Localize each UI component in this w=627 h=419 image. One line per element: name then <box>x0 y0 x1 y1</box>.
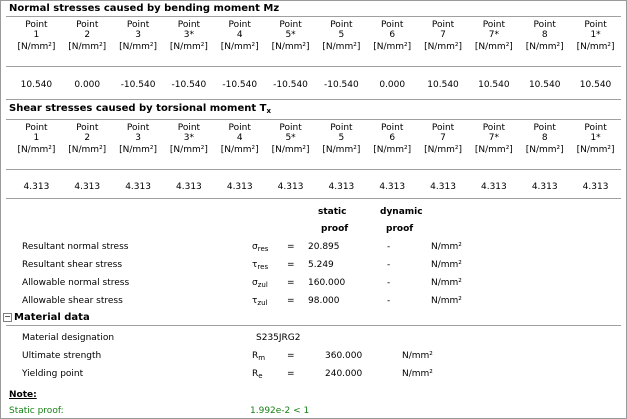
material-section-title: Material data <box>14 312 90 323</box>
unit-label: [N/mm²] <box>17 42 56 52</box>
divider <box>6 198 621 199</box>
stress-value: 4.313 <box>125 182 151 192</box>
stress-value: -10.540 <box>120 80 156 90</box>
unit-label: [N/mm²] <box>373 145 412 155</box>
proof-row-dynamic: - <box>387 242 391 252</box>
proof-row-unit: N/mm² <box>431 296 462 306</box>
point-number: 3 <box>135 30 141 40</box>
unit-label: [N/mm²] <box>474 42 513 52</box>
proof-row-symbol <box>252 242 268 253</box>
unit-label: [N/mm²] <box>220 42 259 52</box>
stress-value: 0.000 <box>379 80 406 90</box>
proof-row-dynamic: - <box>387 296 391 306</box>
stress-value: -10.540 <box>222 80 258 90</box>
material-designation-value: S235JRG2 <box>256 333 301 343</box>
point-number: 1* <box>590 133 601 143</box>
point-number: 3* <box>183 133 195 143</box>
material-row-unit: N/mm² <box>402 369 433 379</box>
point-label: Point <box>126 123 150 133</box>
stress-value: -10.540 <box>273 80 308 90</box>
point-label: Point <box>431 20 455 30</box>
point-label: Point <box>482 123 506 133</box>
proof-row-unit: N/mm² <box>431 278 462 288</box>
unit-label: [N/mm²] <box>169 145 208 155</box>
point-label: Point <box>25 20 48 30</box>
stress-value: 4.313 <box>328 182 355 192</box>
unit-label: [N/mm²] <box>525 42 564 52</box>
stress-value: 4.313 <box>430 182 456 192</box>
unit-label: [N/mm²] <box>119 42 158 52</box>
stress-value: 10.540 <box>427 80 459 90</box>
point-number: 8 <box>541 133 548 143</box>
material-row-unit: N/mm² <box>402 351 433 361</box>
point-number: 7* <box>488 133 499 143</box>
point-number: 3 <box>135 133 141 143</box>
note-title: Note: <box>9 390 37 400</box>
point-label: Point <box>381 20 404 30</box>
unit-label: [N/mm²] <box>271 42 310 52</box>
symbol: σ <box>252 278 258 288</box>
unit-label: [N/mm²] <box>17 145 56 155</box>
symbol: τ <box>252 296 258 306</box>
divider <box>6 99 621 100</box>
unit-label: [N/mm²] <box>322 145 361 155</box>
shear-header-table <box>11 123 621 157</box>
symbol-subscript: res <box>257 245 269 253</box>
material-row-equals: = <box>287 351 295 361</box>
unit-label: [N/mm²] <box>576 145 615 155</box>
dynamic-header: dynamic <box>380 207 423 217</box>
divider <box>6 119 621 120</box>
material-row-value: 240.000 <box>325 369 363 379</box>
symbol: R <box>252 369 259 379</box>
point-label: Point <box>228 123 251 133</box>
point-label: Point <box>228 20 251 30</box>
stress-value: 10.540 <box>20 80 53 90</box>
divider <box>6 169 621 170</box>
point-label: Point <box>76 20 99 30</box>
stress-value: 4.313 <box>176 182 202 192</box>
stress-value: -10.540 <box>324 80 359 90</box>
stress-value: 0.000 <box>74 80 101 90</box>
stress-value: 4.313 <box>74 182 101 192</box>
point-label: Point <box>533 123 556 133</box>
point-number: 6 <box>389 133 396 143</box>
point-label: Point <box>177 123 201 133</box>
unit-label: [N/mm²] <box>322 42 361 52</box>
symbol: σ <box>252 242 258 252</box>
point-label: Point <box>330 123 353 133</box>
unit-label: [N/mm²] <box>373 42 412 52</box>
material-designation-label: Material designation <box>22 333 115 343</box>
collapse-toggle-icon[interactable]: − <box>4 312 11 321</box>
proof-row-static: 98.000 <box>308 296 340 306</box>
point-label: Point <box>126 20 150 30</box>
point-number: 4 <box>236 30 243 40</box>
material-row-symbol <box>252 369 263 380</box>
stress-value: 4.313 <box>226 182 253 192</box>
material-row-symbol <box>252 351 265 362</box>
point-label: Point <box>584 20 607 30</box>
proof-row-static: 160.000 <box>308 278 346 288</box>
proof-row-label: Resultant normal stress <box>22 242 129 252</box>
symbol-subscript: zul <box>257 299 268 307</box>
static-proof-label: Static proof: <box>9 406 64 416</box>
proof-row-static: 5.249 <box>308 260 334 270</box>
material-row-label: Yielding point <box>22 369 84 379</box>
static-proof-value: 1.992e-2 < 1 <box>250 406 310 416</box>
unit-label: [N/mm²] <box>68 42 107 52</box>
stress-value: 4.313 <box>531 182 558 192</box>
symbol-subscript: m <box>258 354 266 362</box>
stress-value: -10.540 <box>171 80 207 90</box>
unit-label: [N/mm²] <box>424 145 462 155</box>
stress-value: 4.313 <box>480 182 507 192</box>
point-label: Point <box>533 20 556 30</box>
symbol-subscript: e <box>258 372 263 380</box>
point-number: 3* <box>183 30 195 40</box>
point-label: Point <box>584 123 607 133</box>
proof-row-dynamic: - <box>387 260 391 270</box>
proof-row-symbol <box>252 278 268 289</box>
point-label: Point <box>381 123 404 133</box>
unit-label: [N/mm²] <box>68 145 107 155</box>
bending-header-table <box>11 20 621 54</box>
point-label: Point <box>330 20 353 30</box>
unit-label: [N/mm²] <box>424 42 462 52</box>
stress-value: 4.313 <box>23 182 50 192</box>
material-row-label: Ultimate strength <box>22 351 102 361</box>
point-number: 7* <box>488 30 499 40</box>
point-number: 8 <box>541 30 548 40</box>
shear-section-title <box>9 103 271 115</box>
point-number: 7 <box>440 133 446 143</box>
proof-row-static: 20.895 <box>308 242 340 252</box>
material-row-value: 360.000 <box>325 351 363 361</box>
symbol-subscript: zul <box>257 281 268 289</box>
static-proof-header: proof <box>321 224 349 234</box>
symbol: R <box>252 351 259 361</box>
stress-value: 10.540 <box>528 80 561 90</box>
proof-row-label: Resultant shear stress <box>22 260 123 270</box>
point-number: 5* <box>285 133 296 143</box>
divider <box>6 16 621 17</box>
proof-row-unit: N/mm² <box>431 260 462 270</box>
point-label: Point <box>25 123 48 133</box>
shear-title-subscript: x <box>266 107 271 115</box>
unit-label: [N/mm²] <box>525 145 564 155</box>
point-number: 2 <box>84 30 91 40</box>
stress-value: 4.313 <box>582 182 609 192</box>
point-number: 7 <box>440 30 446 40</box>
proof-row-equals: = <box>287 296 295 306</box>
point-label: Point <box>431 123 455 133</box>
proof-row-equals: = <box>287 278 295 288</box>
unit-label: [N/mm²] <box>576 42 615 52</box>
unit-label: [N/mm²] <box>474 145 513 155</box>
unit-label: [N/mm²] <box>220 145 259 155</box>
proof-row-equals: = <box>287 242 295 252</box>
point-number: 1 <box>33 133 40 143</box>
point-number: 4 <box>236 133 243 143</box>
point-number: 1 <box>33 30 40 40</box>
shear-values-table <box>11 182 621 192</box>
point-number: 5* <box>285 30 296 40</box>
proof-row-unit: N/mm² <box>431 242 462 252</box>
point-label: Point <box>279 20 302 30</box>
divider <box>6 66 621 67</box>
proof-row-label: Allowable shear stress <box>22 296 123 306</box>
proof-row-symbol <box>252 260 268 271</box>
unit-label: [N/mm²] <box>169 42 208 52</box>
stress-value: 10.540 <box>478 80 510 90</box>
dynamic-proof-header: proof <box>386 224 414 234</box>
point-label: Point <box>76 123 99 133</box>
point-label: Point <box>482 20 506 30</box>
bending-section-title: Normal stresses caused by bending moment Mz <box>9 3 280 14</box>
static-header: static <box>318 207 347 217</box>
bending-values-table <box>11 80 621 90</box>
proof-row-equals: = <box>287 260 295 270</box>
divider <box>6 325 621 326</box>
point-label: Point <box>177 20 201 30</box>
stress-value: 4.313 <box>277 182 304 192</box>
point-number: 1* <box>590 30 601 40</box>
proof-row-symbol <box>252 296 267 307</box>
stress-value: 10.540 <box>579 80 612 90</box>
unit-label: [N/mm²] <box>271 145 310 155</box>
proof-row-label: Allowable normal stress <box>22 278 130 288</box>
point-number: 2 <box>84 133 91 143</box>
stress-value: 4.313 <box>379 182 406 192</box>
unit-label: [N/mm²] <box>119 145 158 155</box>
point-number: 5 <box>338 30 345 40</box>
proof-row-dynamic: - <box>387 278 391 288</box>
shear-title-text: Shear stresses caused by torsional moment T <box>9 103 267 114</box>
point-number: 6 <box>389 30 396 40</box>
symbol: τ <box>252 260 258 270</box>
symbol-subscript: res <box>257 263 269 271</box>
point-label: Point <box>279 123 302 133</box>
point-number: 5 <box>338 133 345 143</box>
material-row-equals: = <box>287 369 295 379</box>
